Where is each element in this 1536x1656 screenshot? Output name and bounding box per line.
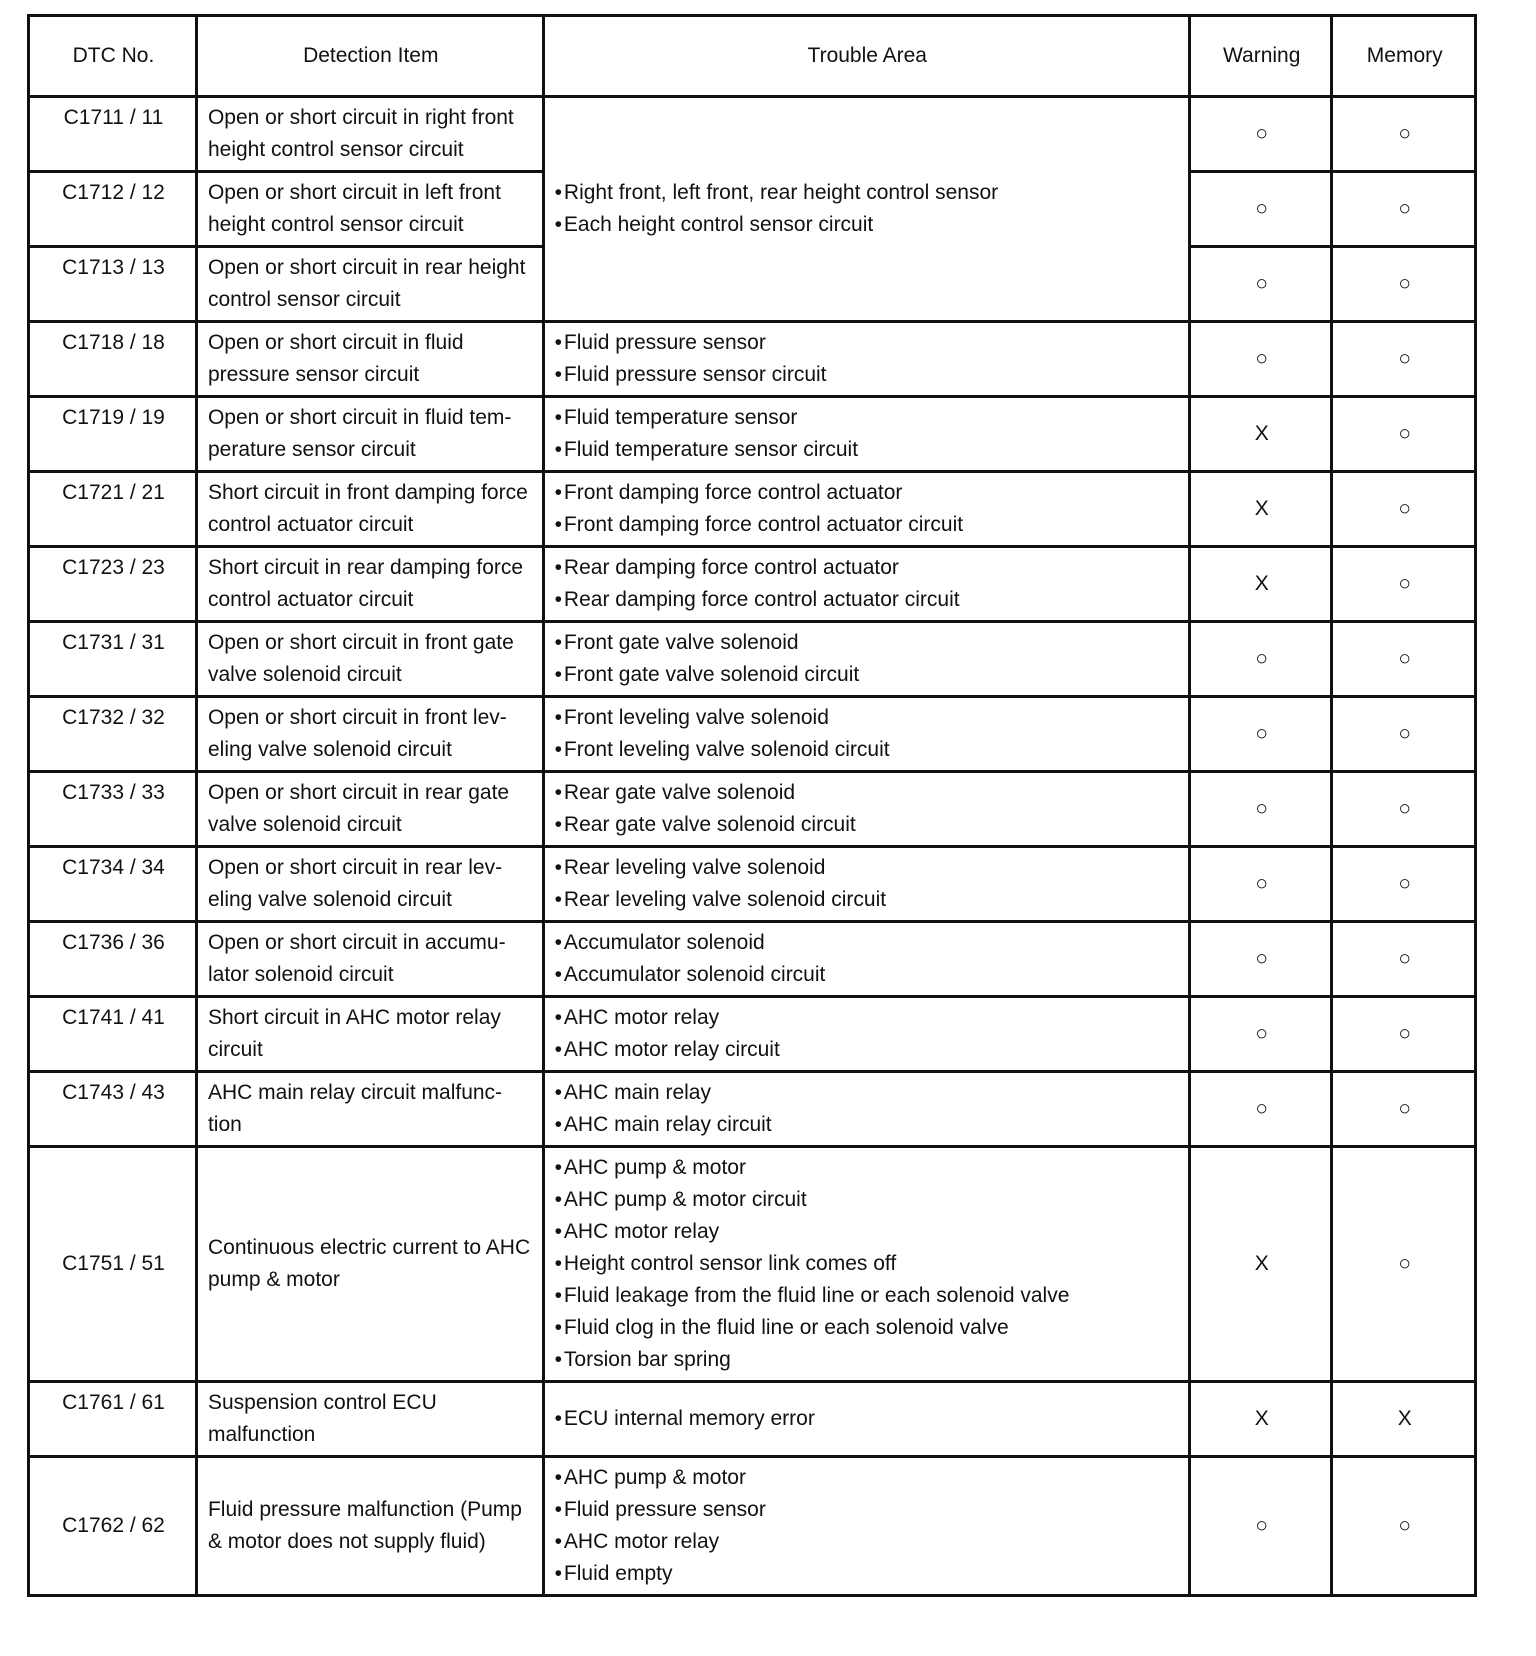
table-row bbox=[29, 322, 1476, 397]
dtc-code: C1743 / 43 bbox=[29, 1072, 197, 1147]
header-row bbox=[29, 16, 1476, 97]
trouble-area bbox=[543, 322, 1189, 397]
warning-mark: ○ bbox=[1189, 922, 1331, 997]
trouble-area bbox=[543, 397, 1189, 472]
memory-mark: ○ bbox=[1332, 172, 1476, 247]
trouble-area bbox=[543, 1382, 1189, 1457]
memory-mark: ○ bbox=[1332, 997, 1476, 1072]
dtc-code: C1719 / 19 bbox=[29, 397, 197, 472]
table-row bbox=[29, 1147, 1476, 1382]
table-row bbox=[29, 922, 1476, 997]
detection-item: Open or short circuit in fluid pressure sensor circuit bbox=[196, 322, 543, 397]
dtc-code: C1713 / 13 bbox=[29, 247, 197, 322]
memory-mark: ○ bbox=[1332, 1457, 1476, 1596]
detection-item: Short circuit in front damping force control actuator circuit bbox=[196, 472, 543, 547]
memory-mark: ○ bbox=[1332, 322, 1476, 397]
dtc-code: C1751 / 51 bbox=[29, 1147, 197, 1382]
warning-mark: X bbox=[1189, 472, 1331, 547]
area-line: • Fluid clog in the fluid line or each solenoid valve bbox=[555, 1312, 1180, 1344]
table-row bbox=[29, 772, 1476, 847]
area-line: • Fluid pressure sensor bbox=[555, 1494, 1180, 1526]
area-line: • Height control sensor link comes off bbox=[555, 1248, 1180, 1280]
trouble-area bbox=[543, 472, 1189, 547]
area-line: • Front gate valve solenoid bbox=[555, 627, 1180, 659]
area-line: • AHC motor relay bbox=[555, 1002, 1180, 1034]
warning-mark: ○ bbox=[1189, 697, 1331, 772]
area-line: • Front leveling valve solenoid circuit bbox=[555, 734, 1180, 766]
dtc-code: C1711 / 11 bbox=[29, 97, 197, 172]
header-detection-item: Detection Item bbox=[196, 16, 543, 97]
table-row bbox=[29, 472, 1476, 547]
area-line: • AHC pump & motor bbox=[555, 1152, 1180, 1184]
memory-mark: ○ bbox=[1332, 922, 1476, 997]
trouble-area bbox=[543, 1072, 1189, 1147]
trouble-area bbox=[543, 622, 1189, 697]
area-line: • Fluid temperature sensor bbox=[555, 402, 1180, 434]
memory-mark: X bbox=[1332, 1382, 1476, 1457]
detection-item: Fluid pressure malfunction (Pump & motor does not supply fluid) bbox=[196, 1457, 543, 1596]
memory-mark: ○ bbox=[1332, 772, 1476, 847]
area-line: • AHC pump & motor bbox=[555, 1462, 1180, 1494]
warning-mark: ○ bbox=[1189, 997, 1331, 1072]
area-line: • Rear leveling valve solenoid bbox=[555, 852, 1180, 884]
memory-mark: ○ bbox=[1332, 847, 1476, 922]
warning-mark: ○ bbox=[1189, 1457, 1331, 1596]
detection-item: Open or short circuit in right front height control sensor circuit bbox=[196, 97, 543, 172]
area-line: • ECU internal memory error bbox=[555, 1403, 1180, 1435]
area-line: • Rear leveling valve solenoid circuit bbox=[555, 884, 1180, 916]
warning-mark: ○ bbox=[1189, 847, 1331, 922]
memory-mark: ○ bbox=[1332, 1147, 1476, 1382]
warning-mark: X bbox=[1189, 1382, 1331, 1457]
detection-item: Suspension control ECU malfunction bbox=[196, 1382, 543, 1457]
table-row bbox=[29, 847, 1476, 922]
detection-item: Short circuit in AHC motor relay circuit bbox=[196, 997, 543, 1072]
table-row bbox=[29, 1382, 1476, 1457]
memory-mark: ○ bbox=[1332, 547, 1476, 622]
detection-item: Continuous electric current to AHC pump & motor bbox=[196, 1147, 543, 1382]
area-line: • Fluid pressure sensor bbox=[555, 327, 1180, 359]
dtc-code: C1721 / 21 bbox=[29, 472, 197, 547]
area-line: • Accumulator solenoid circuit bbox=[555, 959, 1180, 991]
dtc-code: C1733 / 33 bbox=[29, 772, 197, 847]
table-row bbox=[29, 1457, 1476, 1596]
dtc-code: C1761 / 61 bbox=[29, 1382, 197, 1457]
area-line: • AHC pump & motor circuit bbox=[555, 1184, 1180, 1216]
warning-mark: ○ bbox=[1189, 1072, 1331, 1147]
detection-item: Open or short circuit in front lev-eling valve solenoid circuit bbox=[196, 697, 543, 772]
dtc-code: C1741 / 41 bbox=[29, 997, 197, 1072]
memory-mark: ○ bbox=[1332, 397, 1476, 472]
memory-mark: ○ bbox=[1332, 247, 1476, 322]
trouble-area bbox=[543, 772, 1189, 847]
area-line: • Front damping force control actuator circuit bbox=[555, 509, 1180, 541]
detection-item: Open or short circuit in left front height control sensor circuit bbox=[196, 172, 543, 247]
warning-mark: ○ bbox=[1189, 622, 1331, 697]
header-memory: Memory bbox=[1332, 16, 1476, 97]
warning-mark: ○ bbox=[1189, 97, 1331, 172]
dtc-code: C1723 / 23 bbox=[29, 547, 197, 622]
area-line: • Rear gate valve solenoid bbox=[555, 777, 1180, 809]
area-line: • Each height control sensor circuit bbox=[555, 209, 1180, 241]
memory-mark: ○ bbox=[1332, 622, 1476, 697]
memory-mark: ○ bbox=[1332, 1072, 1476, 1147]
area-line: • Fluid pressure sensor circuit bbox=[555, 359, 1180, 391]
memory-mark: ○ bbox=[1332, 97, 1476, 172]
dtc-code: C1718 / 18 bbox=[29, 322, 197, 397]
warning-mark: X bbox=[1189, 1147, 1331, 1382]
area-line: • Fluid leakage from the fluid line or each solenoid valve bbox=[555, 1280, 1180, 1312]
detection-item: Open or short circuit in rear gate valve solenoid circuit bbox=[196, 772, 543, 847]
table-row bbox=[29, 697, 1476, 772]
detection-item: Open or short circuit in rear lev-eling valve solenoid circuit bbox=[196, 847, 543, 922]
area-line: • Torsion bar spring bbox=[555, 1344, 1180, 1376]
area-line: • Rear damping force control actuator bbox=[555, 552, 1180, 584]
warning-mark: ○ bbox=[1189, 172, 1331, 247]
dtc-table bbox=[27, 14, 1477, 1597]
warning-mark: ○ bbox=[1189, 772, 1331, 847]
dtc-code: C1736 / 36 bbox=[29, 922, 197, 997]
area-line: • Front gate valve solenoid circuit bbox=[555, 659, 1180, 691]
warning-mark: X bbox=[1189, 397, 1331, 472]
trouble-area bbox=[543, 697, 1189, 772]
trouble-area bbox=[543, 547, 1189, 622]
table-row bbox=[29, 997, 1476, 1072]
trouble-area bbox=[543, 847, 1189, 922]
area-line: • AHC motor relay bbox=[555, 1526, 1180, 1558]
area-line: • Rear gate valve solenoid circuit bbox=[555, 809, 1180, 841]
warning-mark: ○ bbox=[1189, 247, 1331, 322]
detection-item: Short circuit in rear damping force control actuator circuit bbox=[196, 547, 543, 622]
detection-item: Open or short circuit in rear height control sensor circuit bbox=[196, 247, 543, 322]
table-row bbox=[29, 1072, 1476, 1147]
table-row bbox=[29, 397, 1476, 472]
detection-item: Open or short circuit in accumu-lator solenoid circuit bbox=[196, 922, 543, 997]
memory-mark: ○ bbox=[1332, 472, 1476, 547]
area-line: • AHC main relay circuit bbox=[555, 1109, 1180, 1141]
area-line: • AHC motor relay circuit bbox=[555, 1034, 1180, 1066]
dtc-code: C1731 / 31 bbox=[29, 622, 197, 697]
trouble-area bbox=[543, 97, 1189, 322]
area-line: • AHC motor relay bbox=[555, 1216, 1180, 1248]
header-dtc: DTC No. bbox=[29, 16, 197, 97]
detection-item: AHC main relay circuit malfunc-tion bbox=[196, 1072, 543, 1147]
area-line: • Front leveling valve solenoid bbox=[555, 702, 1180, 734]
dtc-code: C1734 / 34 bbox=[29, 847, 197, 922]
trouble-area bbox=[543, 1147, 1189, 1382]
header-trouble-area: Trouble Area bbox=[543, 16, 1189, 97]
detection-item: Open or short circuit in front gate valve solenoid circuit bbox=[196, 622, 543, 697]
trouble-area bbox=[543, 922, 1189, 997]
memory-mark: ○ bbox=[1332, 697, 1476, 772]
area-line: • Right front, left front, rear height control sensor bbox=[555, 177, 1180, 209]
area-line: • Fluid temperature sensor circuit bbox=[555, 434, 1180, 466]
area-line: • Fluid empty bbox=[555, 1558, 1180, 1590]
dtc-code: C1762 / 62 bbox=[29, 1457, 197, 1596]
dtc-code: C1712 / 12 bbox=[29, 172, 197, 247]
dtc-code: C1732 / 32 bbox=[29, 697, 197, 772]
area-line: • AHC main relay bbox=[555, 1077, 1180, 1109]
area-line: • Rear damping force control actuator circuit bbox=[555, 584, 1180, 616]
area-line: • Accumulator solenoid bbox=[555, 927, 1180, 959]
trouble-area bbox=[543, 1457, 1189, 1596]
table-row bbox=[29, 547, 1476, 622]
trouble-area bbox=[543, 997, 1189, 1072]
header-warning: Warning bbox=[1189, 16, 1331, 97]
table-row bbox=[29, 622, 1476, 697]
warning-mark: X bbox=[1189, 547, 1331, 622]
detection-item: Open or short circuit in fluid tem-perature sensor circuit bbox=[196, 397, 543, 472]
table-row bbox=[29, 97, 1476, 172]
area-line: • Front damping force control actuator bbox=[555, 477, 1180, 509]
warning-mark: ○ bbox=[1189, 322, 1331, 397]
